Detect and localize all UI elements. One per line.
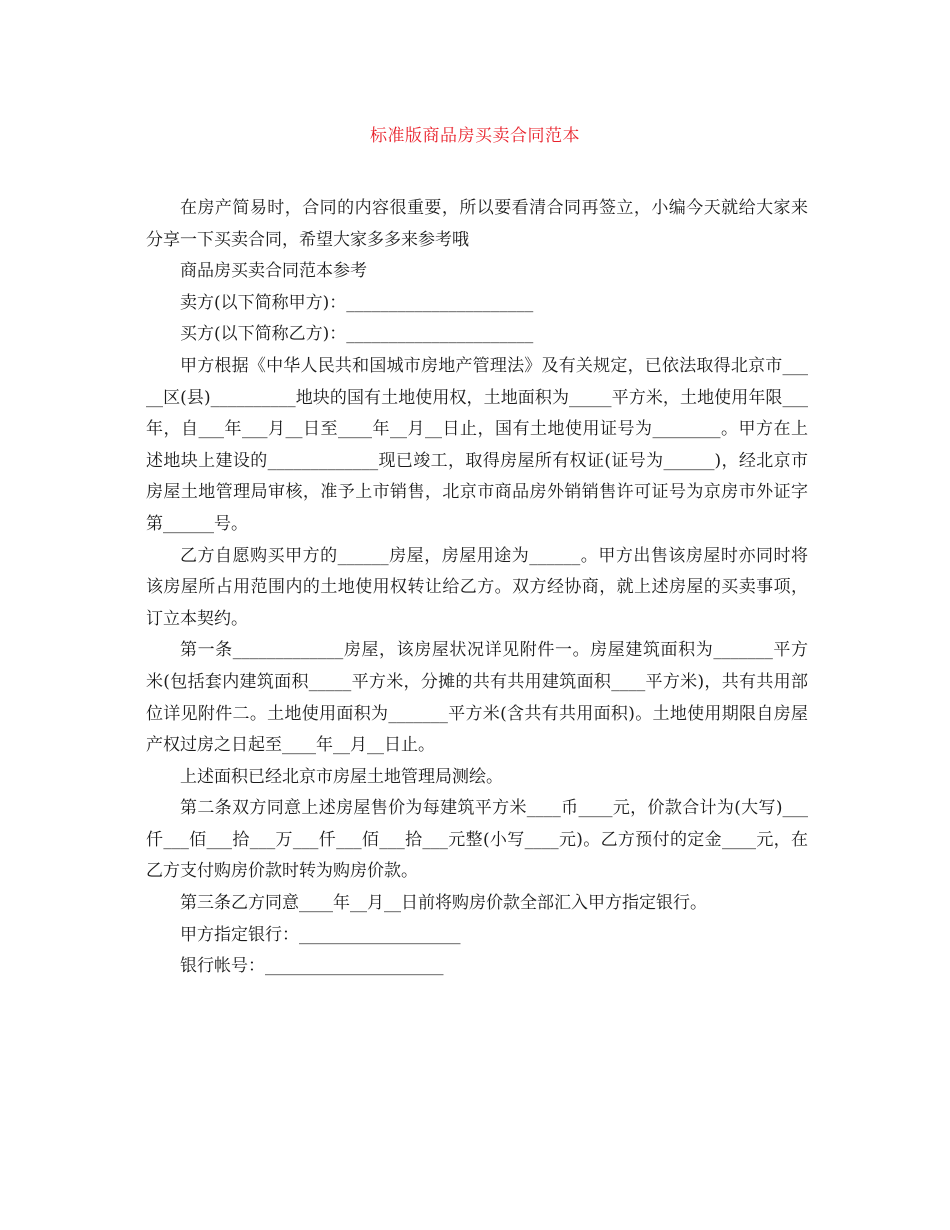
paragraph-survey: 上述面积已经北京市房屋土地管理局测绘。 [180,766,503,787]
paragraph-article-2: 第二条双方同意上述房屋售价为每建筑平方米____币____元，价款合计为(大写)___仟___佰___拾___万___仟___佰___拾___元整(小写____元)。乙方预付的定金____元，在乙方支付购房价款时转为购房价款。 [146,798,808,882]
paragraph-land-rights: 甲方根据《中华人民共和国城市房地产管理法》及有关规定，已依法取得北京市_____区(县)__________地块的国有土地使用权，土地面积为_____平方米，土地使用年限___年，自___年___月__日至____年__月__日止，国有土地使用证号为________。甲方在上述地块上建设的_____________现已竣工，取得房屋所有权证(证号为______)，经北京市房屋土地管理局审核，准予上市销售，北京市商品房外销销售许可证号为京房市外证字第______号。 [146,355,808,534]
paragraph-bank: 甲方指定银行：___________________ [180,924,461,945]
paragraph-buyer: 买方(以下简称乙方)：______________________ [180,324,534,345]
paragraph-purchase-intent: 乙方自愿购买甲方的______房屋，房屋用途为______。甲方出售该房屋时亦同时将该房屋所占用范围内的土地使用权转让给乙方。双方经协商，就上述房屋的买卖事项，订立本契约。 [146,545,808,629]
document-body [146,193,808,983]
paragraph-seller: 卖方(以下简称甲方)：______________________ [180,292,534,313]
paragraph-intro: 在房产简易时，合同的内容很重要，所以要看清合同再签立，小编今天就给大家来分享一下买卖合同，希望大家多多来参考哦 [146,198,808,250]
paragraph-heading: 商品房买卖合同范本参考 [180,261,367,282]
document-title: 标准版商品房买卖合同范本 [370,126,580,146]
paragraph-account: 银行帐号：_____________________ [180,956,444,977]
paragraph-article-3: 第三条乙方同意____年__月__日前将购房价款全部汇入甲方指定银行。 [180,893,707,914]
paragraph-article-1: 第一条_____________房屋，该房屋状况详见附件一。房屋建筑面积为_______平方米(包括套内建筑面积_____平方米，分摊的共有共用建筑面积____平方米)，共有共用部位详见附件二。土地使用面积为_______平方米(含共有共用面积)。土地使用期限自房屋产权过房之日起至____年__月__日止。 [146,640,808,756]
